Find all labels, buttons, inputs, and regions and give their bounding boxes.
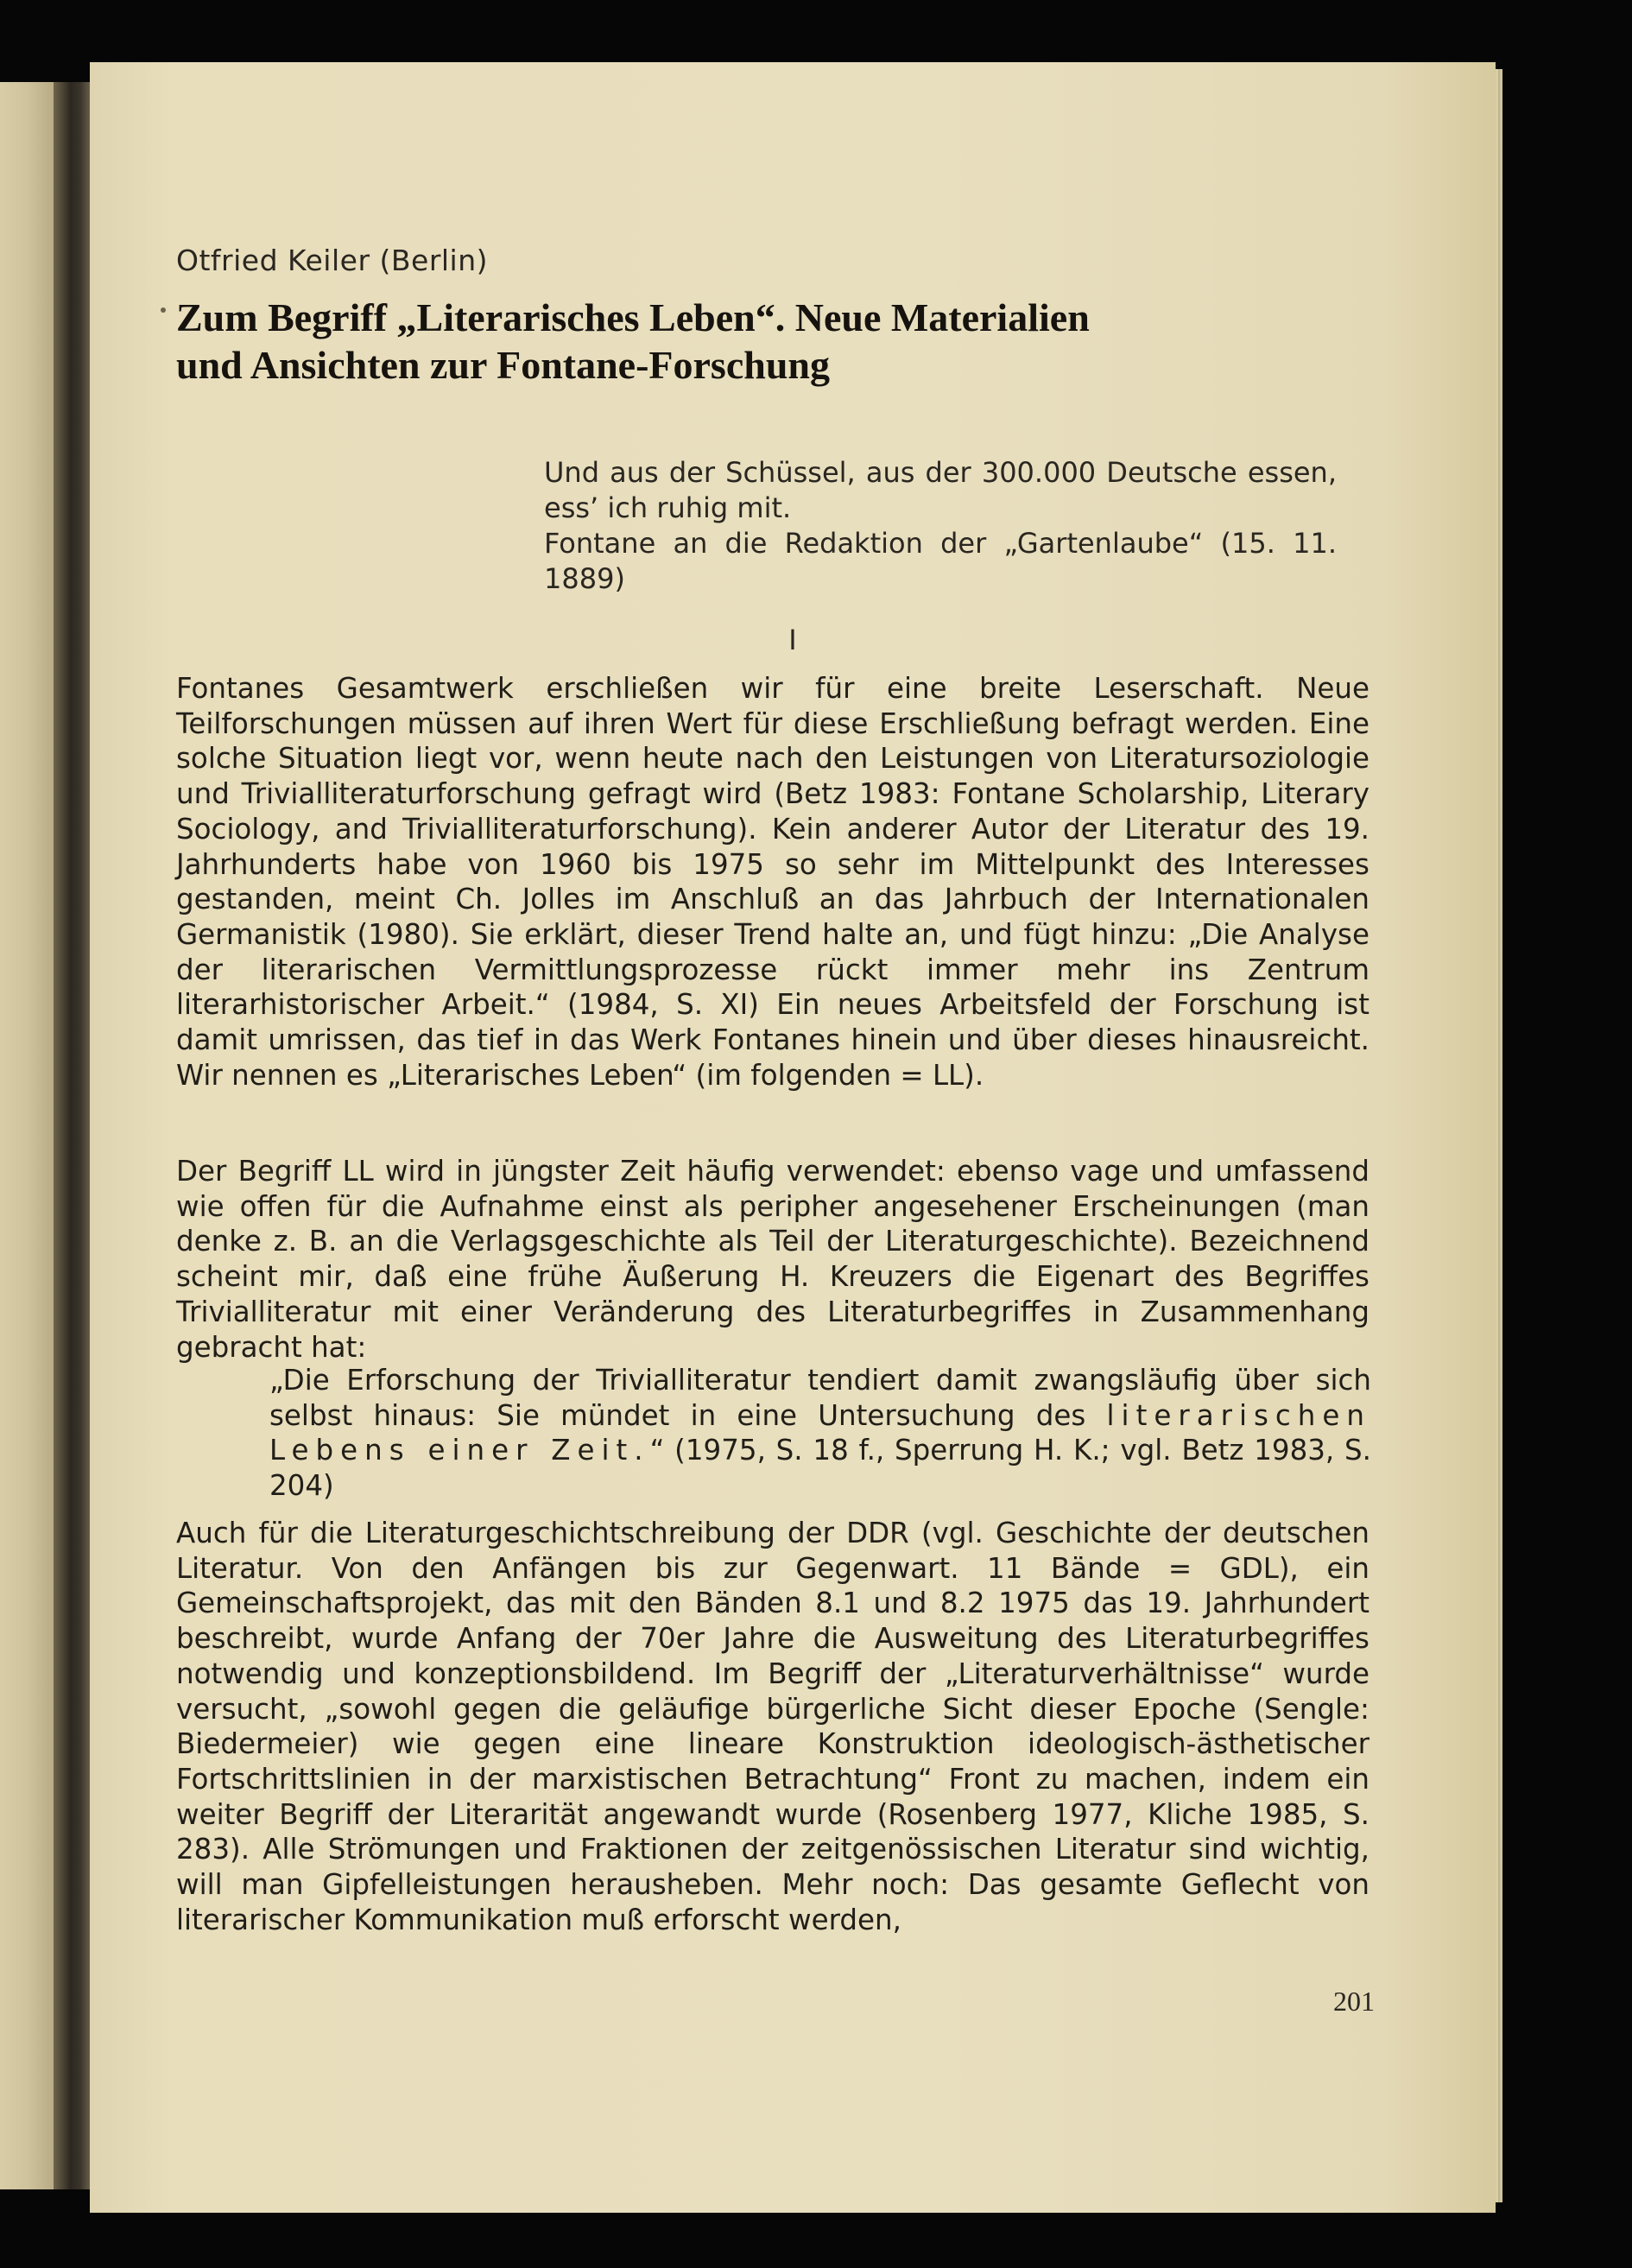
article-title [176,294,1212,389]
book-gutter [54,82,92,2189]
quote-text-start: „Die Erforschung der Trivialliteratur tendiert damit zwangsläufig über sich selbst hinaus: Sie mündet in eine Untersuchung des [269,1364,1371,1432]
title-line-2: und Ansichten zur Fontane-Forschung [176,343,831,387]
title-line-1: Zum Begriff „Literarisches Leben“. Neue Materialien [176,295,1090,339]
paragraph-3: Auch für die Literaturgeschichtschreibung der DDR (vgl. Geschichte der deutschen Literatur. Von den Anfängen bis zur Gegenwart. 11 Bände = GDL), ein Gemeinschaftsprojekt, das mit den Bänden 8.1 und 8.2 1975 das 19. Jahrhundert beschreibt, wurde Anfang der 70er Jahre die Ausweitung des Literaturbegriffes notwendig und konzeptionsbildend. Im Begriff der „Literaturverhältnisse“ wurde versucht, „sowohl gegen die geläufige bürgerliche Sicht dieser Epoche (Sengle: Biedermeier) wie gegen eine lineare Konstruktion ideologisch-ästhetischer Fortschrittslinien in der marxistischen Betrachtung“ Front zu machen, indem ein weiter Begriff der Literarität angewandt wurde (Rosenberg 1977, Kliche 1985, S. 283). Alle Strömungen und Fraktionen der zeitgenössischen Literatur sind wichtig, will man Gipfelleistungen herausheben. Mehr noch: Das gesamte Geflecht von literarischer Kommunikation muß erforscht werden, [176,1517,1369,1936]
author-line: Otfried Keiler (Berlin) [176,244,489,277]
book-page [90,62,1496,2213]
epigraph [544,455,1337,597]
paragraph-1: Fontanes Gesamtwerk erschließen wir für eine breite Leserschaft. Neue Teilforschungen müssen auf ihren Wert für diese Erschließung befragt werden. Eine solche Situation liegt vor, wenn heute nach den Leistungen von Literatursoziologie und Trivialliteraturforschung gefragt wird (Betz 1983: Fontane Scholarship, Literary Sociology, and Trivialliteraturforschung). Kein anderer Autor der Literatur des 19. Jahrhunderts habe von 1960 bis 1975 so sehr im Mittelpunkt des Interesses gestanden, meint Ch. Jolles im Anschluß an das Jahrbuch der Internationalen Germanistik (1980). Sie erklärt, dieser Trend halte an, und fügt hinzu: „Die Analyse der literarischen Vermittlungsprozesse rückt immer mehr ins Zentrum literarhistorischer Arbeit.“ (1984, S. XI) Ein neues Arbeitsfeld der Forschung ist damit umrissen, das tief in das Werk Fontanes hinein und über dieses hinausreicht. Wir nennen es „Literarisches Leben“ (im folgenden = LL). [176,672,1369,1092]
paragraph-2: Der Begriff LL wird in jüngster Zeit häufig verwendet: ebenso vage und umfassend wie offen für die Aufnahme einst als peripher angesehener Erscheinungen (man denke z. B. an die Verlagsgeschichte als Teil der Literaturgeschichte). Bezeichnend scheint mir, daß eine frühe Äußerung H. Kreuzers die Eigenart des Begriffes Trivialliteratur mit einer Veränderung des Literaturbegriffes in Zusammenhang gebracht hat: [176,1155,1369,1364]
block-quote [269,1363,1371,1504]
epigraph-source: Fontane an die Redaktion der „Gartenlaube“ (15. 11. 1889) [544,527,1337,595]
margin-dot [161,307,166,313]
quote-spaced-emphasis: literarischen Lebens einer Zeit. [269,1398,1371,1467]
section-number: I [788,624,797,656]
page-number: 201 [1333,1986,1375,2017]
page-content [90,62,1496,2213]
quote-citation: “ (1975, S. 18 f., Sperrung H. K.; vgl. Betz 1983, S. 204) [269,1434,1371,1503]
epigraph-quote: Und aus der Schüssel, aus der 300.000 Deutsche essen, ess’ ich ruhig mit. [544,456,1337,524]
